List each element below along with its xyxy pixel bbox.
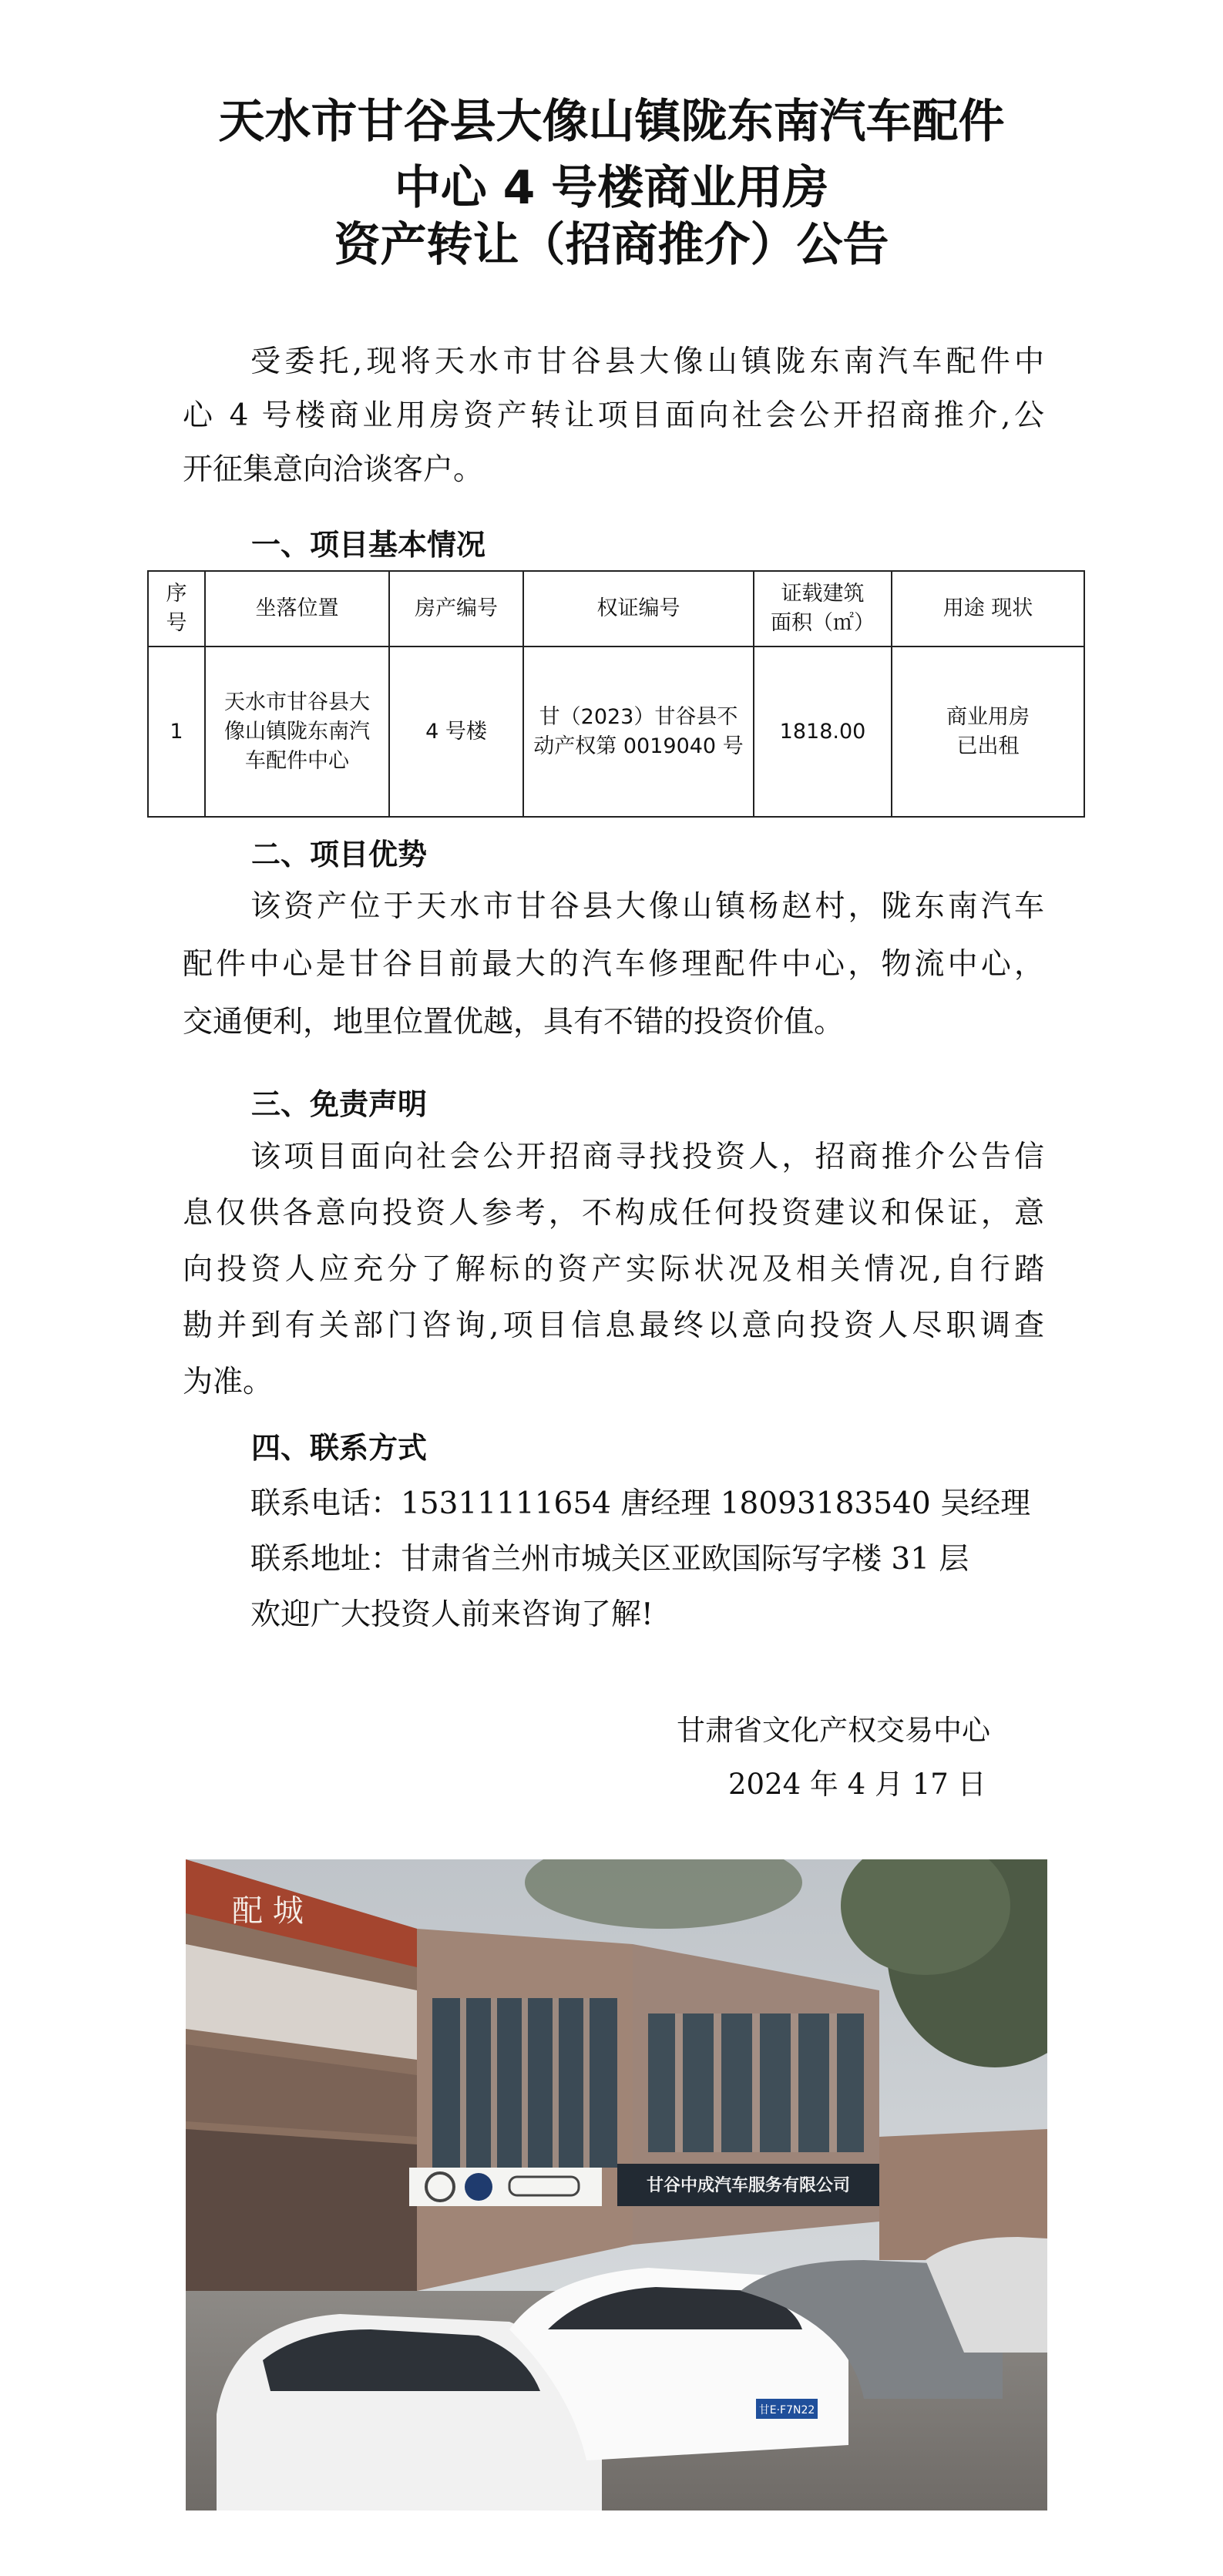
section4-heading: 四、联系方式 [251, 1431, 428, 1465]
table-header-cell: 坐落位置 [205, 571, 389, 647]
table-cell: 1818.00 [754, 647, 892, 817]
intro-line-2: 心 4 号楼商业用房资产转让项目面向社会公开招商推介,公 [183, 398, 1044, 433]
section2-line-3: 交通便利，地里位置优越，具有不错的投资价值。 [183, 1005, 845, 1039]
table-cell: 甘（2023）甘谷县不 动产权第 0019040 号 [523, 647, 754, 817]
section2-line-2: 配件中心是甘谷目前最大的汽车修理配件中心，物流中心， [183, 947, 1044, 982]
shop-sign-text: 甘谷中成汽车服务有限公司 [646, 2176, 851, 2195]
table-cell: 4 号楼 [389, 647, 523, 817]
signature-org: 甘肃省文化产权交易中心 [677, 1714, 990, 1747]
table-row [148, 647, 1084, 817]
intro-line-3: 开征集意向洽谈客户。 [183, 452, 484, 487]
table-header-cell: 证载建筑 面积（㎡） [754, 571, 892, 647]
section1-heading: 一、项目基本情况 [251, 528, 486, 562]
plate-text: 甘E·F7N22 [758, 2404, 815, 2416]
welcome-text: 欢迎广大投资人前来咨询了解! [250, 1597, 653, 1632]
section3-heading: 三、免责声明 [251, 1087, 428, 1121]
signature-date: 2024 年 4 月 17 日 [728, 1768, 986, 1801]
table-header-row [148, 571, 1084, 647]
contact-phone: 联系电话：15311111654 唐经理 18093183540 吴经理 [250, 1486, 1031, 1521]
property-table [147, 570, 1085, 818]
title-line-1: 天水市甘谷县大像山镇陇东南汽车配件 [218, 95, 1005, 149]
section3-line-3: 向投资人应充分了解标的资产实际状况及相关情况,自行踏 [183, 1252, 1044, 1287]
table-header-cell: 房产编号 [389, 571, 523, 647]
contact-address: 联系地址：甘肃省兰州市城关区亚欧国际写字楼 31 层 [250, 1542, 969, 1577]
table-cell: 商业用房 已出租 [892, 647, 1084, 817]
top-sign-text: 配 城 [232, 1893, 304, 1929]
intro-line-1: 受委托,现将天水市甘谷县大像山镇陇东南汽车配件中 [250, 344, 1044, 379]
section2-line-1: 该资产位于天水市甘谷县大像山镇杨赵村，陇东南汽车 [250, 889, 1044, 924]
section3-line-5: 为准。 [183, 1365, 274, 1399]
table-header-cell: 权证编号 [523, 571, 754, 647]
section2-heading: 二、项目优势 [251, 838, 428, 872]
table-header-cell: 序 号 [148, 571, 205, 647]
building-photo [186, 1859, 1047, 2511]
section3-line-4: 勘并到有关部门咨询,项目信息最终以意向投资人尽职调查 [183, 1308, 1044, 1343]
section3-line-2: 息仅供各意向投资人参考，不构成任何投资建议和保证，意 [183, 1196, 1044, 1231]
title-line-2: 中心 4 号楼商业用房 [394, 161, 829, 215]
table-cell: 天水市甘谷县大 像山镇陇东南汽 车配件中心 [205, 647, 389, 817]
table-header-cell: 用途 现状 [892, 571, 1084, 647]
table-cell: 1 [148, 647, 205, 817]
section3-line-1: 该项目面向社会公开招商寻找投资人，招商推介公告信 [250, 1140, 1044, 1174]
title-line-3: 资产转让（招商推介）公告 [334, 218, 889, 272]
